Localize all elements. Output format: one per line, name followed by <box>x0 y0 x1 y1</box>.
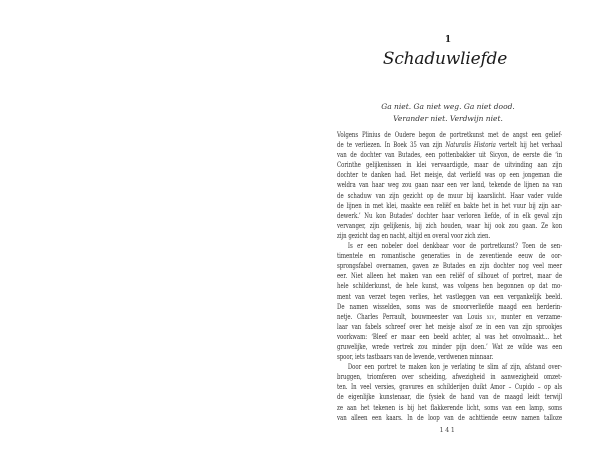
body-line: bruggen, triomferen over scheiding, afwezigheid in aanwezigheid omzet- <box>337 373 563 382</box>
body-line: vervanger, zijn gelijkenis, bij zich houden, waar hij ook zou gaan. Ze kon <box>337 221 563 230</box>
body-line: hele schilderkunst, de hele kunst, was volgens hen begonnen op dat mo- <box>337 282 563 291</box>
body-line: ment van verzet tegen verlies, het vastleggen van een vergankelijk beeld. <box>337 292 563 301</box>
epigraph-line: Ga niet. Ga niet weg. Ga niet dood. <box>381 102 515 111</box>
epigraph <box>337 101 559 124</box>
chapter-title: Schaduwliefde <box>382 49 508 69</box>
body-line: netje. Charles Perrault, bouwmeester van Louis xiv, munter en verzame- <box>337 312 563 321</box>
body-line: timentele en romantische generaties in de zeventiende eeuw de oor- <box>337 252 563 261</box>
body-line: van alleen een kaars. In de loop van de achttiende eeuw namen talloze <box>337 413 563 422</box>
body-line: spoor, iets tastbaars van de levende, verdwenen minnaar. <box>337 353 494 362</box>
page-number: 141 <box>439 426 457 434</box>
body-line: ze aan het tekenen is bij het flakkerende licht, soms van een lamp, soms <box>337 403 563 412</box>
body-line: weldra van haar weg zou gaan naar een ver land, tekende de lijnen na van <box>337 181 563 190</box>
body-line: ten. In veel versies, gravures en schilderijen duikt Amor – Cupido – op als <box>337 383 563 392</box>
body-line: sprongsfabel overnamen, gaven ze Butades en zijn dochter nog veel meer <box>337 262 563 271</box>
body-line: de te verliezen. In Boek 35 van zijn Naturalis Historia vertelt hij het verhaal <box>337 141 563 150</box>
epigraph-line: Verander niet. Verdwijn niet. <box>393 113 503 123</box>
body-line: gruwelijke, wrede vertrek zou minder pijn doen.’ Wat ze wilde was een <box>337 342 563 351</box>
body-line: Is er een nobeler doel denkbaar voor de portretkunst? Toen de sen- <box>347 242 563 251</box>
body-line: eer. Niet alleen het maken van een reliëf of silhouet of portret, maar de <box>337 272 563 281</box>
body-line: de eigenlijke kunstenaar, die fysiek de hand van de maagd leidt terwijl <box>337 393 563 402</box>
body-line: zijn gezicht dag en nacht, altijd en overal voor zich zien. <box>337 231 491 240</box>
body-line: van de dochter van Butades, een pottenbakker uit Sicyon, de eerste die ‘in <box>337 151 563 160</box>
body-line: laar van fabels schreef over het meisje alsof ze in een van zijn sprookjes <box>337 322 563 331</box>
body-text <box>337 130 562 423</box>
body-line: dochter te danken had. Het meisje, dat verliefd was op een jongeman die <box>337 171 563 180</box>
body-line: Volgens Plinius de Oudere begon de portretkunst met de angst een gelief- <box>337 131 563 139</box>
body-line: dewerk.’ Nu kon Butades’ dochter haar verloren liefde, of in elk geval zijn <box>337 211 563 220</box>
body-line: voorkwam: ‘Bleef er maar een beeld achter, al was het onvolmaakt... het <box>337 332 563 341</box>
body-line: Corinthe gelijkenissen in klei vervaardigde, maar de uitvinding aan zijn <box>337 161 563 170</box>
body-line: de schaduw van zijn gezicht op de muur bij kaarslicht. Haar vader vulde <box>337 191 563 200</box>
body-line: De namen wisselden, soms was de smoorverliefde maagd een herderin- <box>337 302 563 311</box>
body-line: de lijnen in met klei, maakte een reliëf en bakte het in het vuur bij zijn aar- <box>337 201 563 210</box>
chapter-number: 1 <box>444 35 452 45</box>
body-line: Door een portret te maken kon je verlating te slim af zijn, afstand over- <box>347 363 563 372</box>
